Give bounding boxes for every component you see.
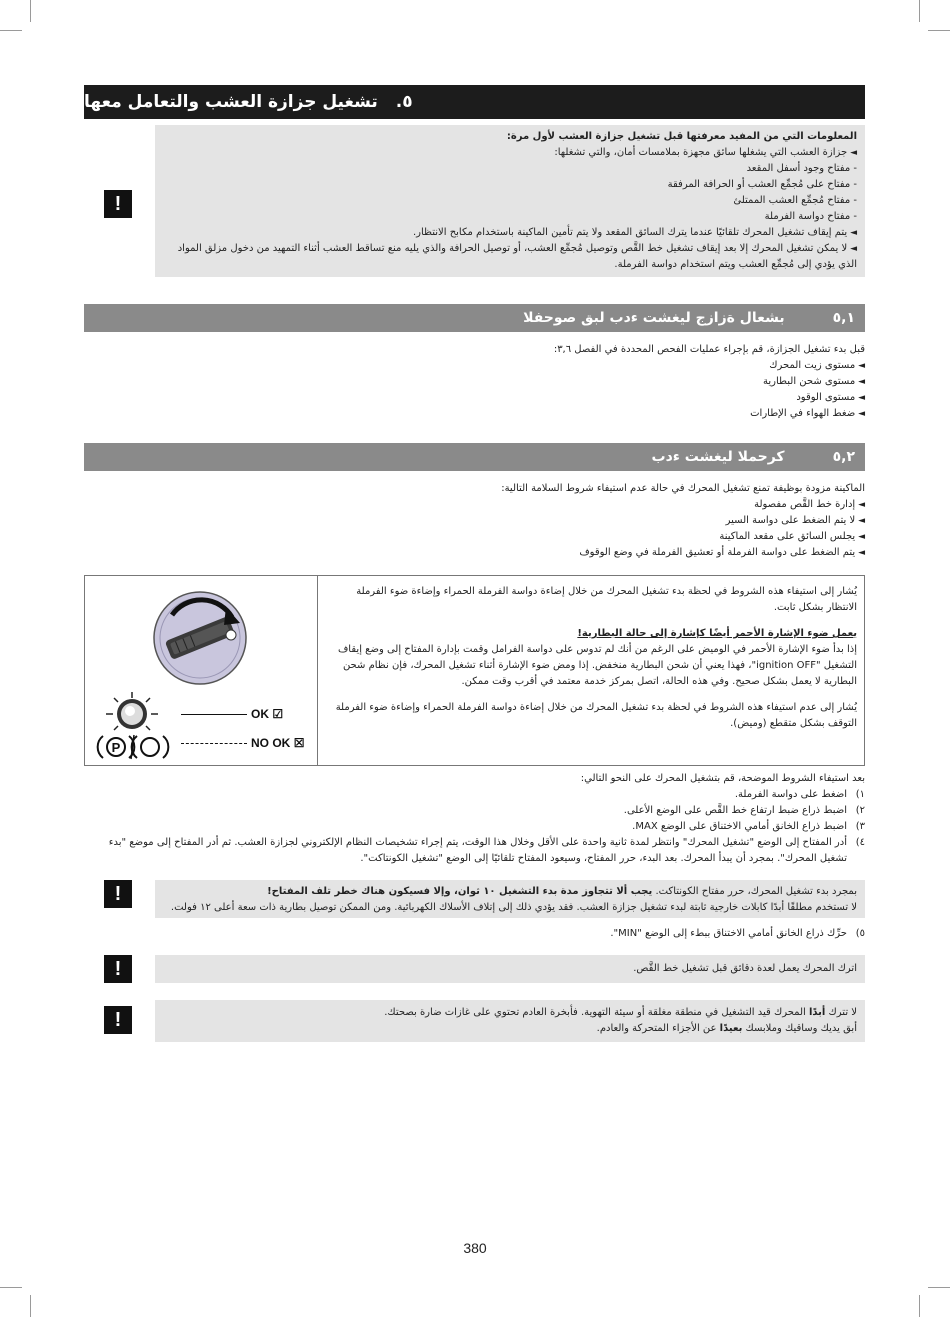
crop-mark (0, 30, 22, 31)
step-item (84, 819, 865, 835)
intro-heading: المعلومات التي من المفيد معرفتها قبل تشغيل جزازة العشب لأول مرة: (506, 131, 857, 142)
checked-box-icon: ☑ (272, 707, 284, 721)
list-item: ◄ يجلس السائق على مقعد الماكينة (84, 529, 865, 545)
warning-icon: ! (104, 1006, 132, 1034)
page-number: 380 (463, 1240, 487, 1256)
intro-line: ◄ يتم إيقاف تشغيل المحرك تلقائيًا عندما يترك السائق المقعد ولا يتم تأمين الماكينة باستخدام مكابح الانتظار. (163, 225, 857, 241)
intro-line: - مفتاح مُجمِّع العشب الممتلئ (163, 193, 857, 209)
title-number: ٥. (395, 92, 413, 112)
section-5-1-list (84, 358, 865, 422)
title-text: تشغيل جزازة العشب والتعامل معها (84, 92, 378, 112)
section-header-5-2 (84, 443, 865, 471)
battery-warning-heading: يعمل ضوء الإشارة الأحمر أيضًا كإشارة إلى حالة البطارية! (577, 628, 857, 639)
crop-mark (919, 1295, 920, 1317)
section-5-1-content (84, 342, 865, 422)
step-text: حرِّك ذراع الخانق أمامي الاختناق ببطء إلى الوضع "MIN". (610, 928, 847, 939)
warning-3-line2-pre: أبق يديك وساقيك وملابسك (745, 1023, 857, 1034)
section-5-2-content (84, 481, 865, 561)
warning-3-line2-bold: بعيدًا (719, 1023, 743, 1034)
list-item: ◄ مستوى زيت المحرك (84, 358, 865, 374)
steps-list (84, 787, 865, 867)
warning-2-text: اترك المحرك يعمل لعدة دقائق قبل تشغيل خط القَّص. (633, 963, 857, 974)
step-number: ١) (855, 789, 865, 800)
intro-line: - مفتاح وجود أسفل المقعد (163, 161, 857, 177)
page-title (84, 85, 865, 119)
crop-mark (30, 0, 31, 22)
figure-para-2: إذا بدأ ضوء الإشارة الأحمر في الوميض على الرغم من أنك لم تدوس على دواسة الفرامل وقمت بإدارة المفتاح إلى وضع إيقاف التشغيل "ignition OFF"، فهذا يعني أن شحن البطارية منخفض. إذا ومض ضوء الإشارة أثناء تشغيل المحرك، فإن نظام شحن البطارية لا يعمل بشكل صحيح. وفي هذه الحالة، اتصل بمركز خدمة معتمد في أقرب وقت ممكن. (337, 644, 857, 687)
section-5-1-intro: قبل بدء تشغيل الجزازة، قم بإجراء عمليات الفحص المحددة في الفصل ٣,٦: (553, 344, 865, 355)
figure-para-3: يُشار إلى عدم استيفاء هذه الشروط في لحظة بدء تشغيل المحرك من خلال إضاءة دواسة الفرملة الحمراء وإضاءة ضوء الفرملة التوقف بشكل متقطع (وميض). (335, 702, 857, 729)
list-item: ◄ يتم الضغط على دواسة الفرملة أو تعشيق الفرملة في وضع الوقوف (84, 545, 865, 561)
list-item: ◄ ضغط الهواء في الإطارات (84, 406, 865, 422)
warning-icon: ! (104, 880, 132, 908)
warning-3-pre: لا تترك (828, 1007, 857, 1018)
warning-1-bold: يجب ألا تتجاوز مدة بدء التشغيل ١٠ ثوان، وإلا فسيكون هناك خطر تلف المفتاح! (267, 886, 653, 897)
list-item: ◄ مستوى الوقود (84, 390, 865, 406)
list-item: ◄ مستوى شحن البطارية (84, 374, 865, 390)
parking-brake-icon (96, 733, 170, 761)
section-title: كرحملا ليغشت ءدب (651, 449, 785, 465)
warning-3-line2-post: عن الأجزاء المتحركة والعادم. (596, 1023, 717, 1034)
crossed-box-icon: ☒ (293, 736, 305, 750)
intro-line: ◄ جزازة العشب التي يشغلها سائق مجهزة بملامسات أمان، والتي تشغلها: (163, 145, 857, 161)
exhaust-warning (155, 1000, 865, 1042)
step-text: اضبط ذراع الخانق أمامي الاختناق على الوضع MAX. (632, 821, 847, 832)
svg-text:P: P (111, 740, 121, 755)
section-5-2-intro: الماكينة مزودة بوظيفة تمنع تشغيل المحرك في حالة عدم استيفاء شروط السلامة التالية: (501, 483, 865, 494)
intro-info-box (155, 125, 865, 277)
intro-line: - مفتاح دواسة الفرملة (163, 209, 857, 225)
warning-icon: ! (104, 955, 132, 983)
step-number (847, 851, 865, 867)
section-header-5-1 (84, 304, 865, 332)
section-5-2-list (84, 497, 865, 561)
warning-3-bold: أبدًا (808, 1007, 826, 1018)
intro-lines (163, 145, 857, 273)
intro-line: - مفتاح على مُجمِّع العشب أو الحرافة المرفقة (163, 177, 857, 193)
figure-para-1: يُشار إلى استيفاء هذه الشروط في لحظة بدء تشغيل المحرك من خلال إضاءة دواسة الفرملة الحمراء وإضاءة ضوء الفرملة الانتظار بشكل ثابت. (356, 586, 857, 613)
ignition-switch-illustration (140, 583, 260, 693)
step-number: ٣) (855, 821, 865, 832)
no-ok-dashed-line (181, 743, 247, 744)
step-item (84, 851, 865, 867)
warning-3-post: المحرك قيد التشغيل في منطقة مغلقة أو سيئة التهوية. فأبخرة العادم تحتوي على غازات ضارة بصحتك. (384, 1007, 806, 1018)
step-number: ٥) (855, 928, 865, 939)
figure-text (325, 584, 857, 742)
crop-mark (30, 1295, 31, 1317)
warning-1-line-2: لا تستخدم مطلقًا أبدًا كابلات خارجية ثابتة لبدء تشغيل جزازة العشب. فقد يؤدي ذلك إلى إتلاف الأسلاك الكهربائية. ومن الممكن توصيل بطارية ذات سعة أعلى ١٢ فولت. (170, 902, 857, 913)
figure-divider (317, 575, 318, 766)
warning-1-normal: بمجرد بدء تشغيل المحرك، حرر مفتاح الكونتاكت. (655, 886, 857, 897)
warmup-warning (155, 955, 865, 983)
intro-line: ◄ لا يمكن تشغيل المحرك إلا بعد إيقاف تشغيل خط القَّص وتوصيل مُجمِّع العشب، أو توصيل الحرافة والذي يليه منع تساقط العشب أثناء التمهيد من دخول مزلق المواد (163, 241, 857, 257)
no-ok-label: NO OK ☒ (251, 736, 305, 750)
step-number: ٤) (855, 837, 865, 848)
intro-line: الذي يؤدي إلى مُجمِّع العشب ويتم استخدام دواسة الفرملة. (614, 259, 857, 270)
start-steps (84, 771, 865, 867)
section-number: ٥,١ (832, 310, 855, 326)
step-text: اضبط ذراع ضبط ارتفاع خط القَّص على الوضع الأعلى. (623, 805, 847, 816)
list-item: ◄ لا يتم الضغط على دواسة السير (84, 513, 865, 529)
crop-mark (928, 30, 950, 31)
start-duration-warning (155, 880, 865, 918)
step-5 (84, 926, 865, 942)
step-text: اضغط على دواسة الفرملة. (734, 789, 847, 800)
list-item: ◄ إدارة خط القَّص مفصولة (84, 497, 865, 513)
step-number: ٢) (855, 805, 865, 816)
ok-label: OK ☑ (251, 707, 284, 721)
crop-mark (0, 1287, 22, 1288)
crop-mark (919, 0, 920, 22)
section-number: ٥,٢ (832, 449, 855, 465)
warning-icon: ! (104, 190, 132, 218)
steps-intro: بعد استيفاء الشروط الموضحة، قم بتشغيل المحرك على النحو التالي: (580, 773, 865, 784)
step-item (84, 803, 865, 819)
step-item (84, 787, 865, 803)
step-text: أدر المفتاح إلى الوضع "تشغيل المحرك" وانتظر لمدة ثانية واحدة على الأقل وخلال هذا الوقت، يتم إجراء تشخيصات النظام الإلكتروني لجزازة العشب. ثم أدر المفتاح إلى موضع "بدء (108, 837, 847, 848)
crop-mark (928, 1287, 950, 1288)
ok-solid-line (181, 714, 247, 715)
step-text: تشغيل المحرك". بمجرد أن يبدأ المحرك. بعد البدء، حرر المفتاح، وسيعود المفتاح تلقائيًا إلى الوضع "تشغيل الكونتاكت". (360, 853, 847, 864)
section-title: بشعال ةزازج ليغشت ءدب لبق صوحفلا (523, 310, 785, 326)
step-item (84, 835, 865, 851)
